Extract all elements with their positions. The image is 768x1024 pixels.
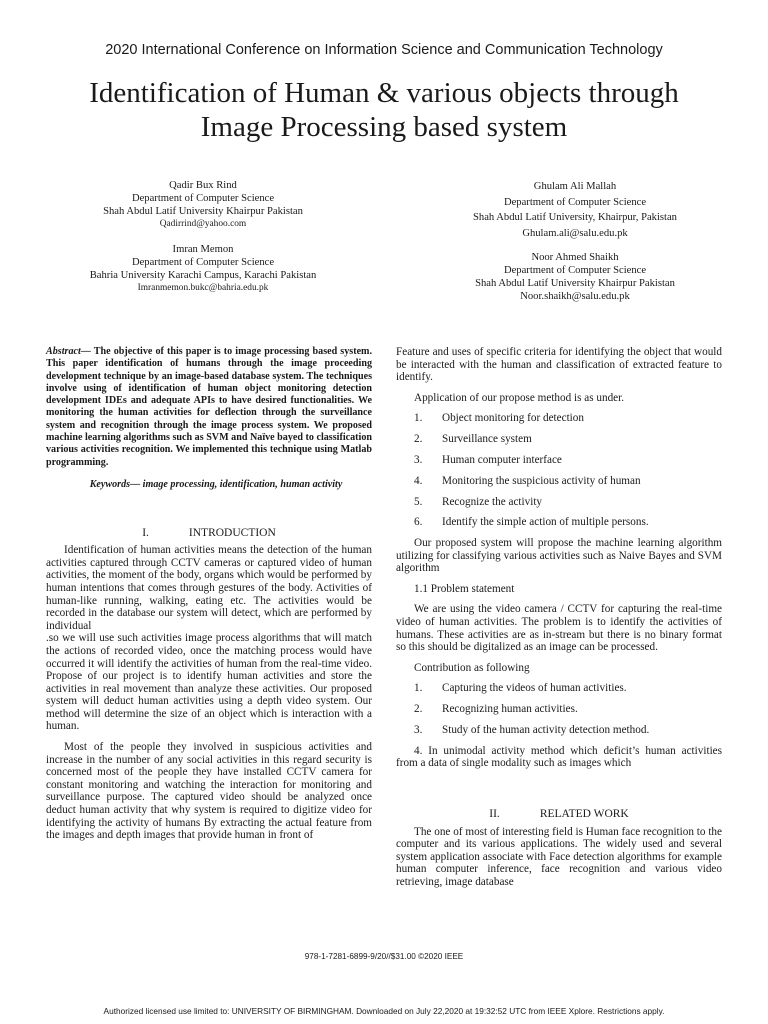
list-text: Identify the simple action of multiple persons. xyxy=(442,516,649,529)
section-number: I. xyxy=(142,526,149,539)
isbn-footer: 978-1-7281-6899-9/20//$31.00 ©2020 IEEE xyxy=(304,952,464,961)
list-item xyxy=(396,516,722,529)
right-paragraph-6: 4. In unimodal activity method which deficit’s human activities from a data of single modality such as images which xyxy=(396,744,722,770)
list-text: Monitoring the suspicious activity of human xyxy=(442,474,641,487)
author-block-2 xyxy=(40,243,366,295)
right-column xyxy=(396,346,722,889)
list-item xyxy=(396,475,722,488)
list-text: Human computer interface xyxy=(442,453,562,466)
keywords: Keywords— image processing, identification, human activity xyxy=(89,478,343,490)
author-dept: Department of Computer Science xyxy=(503,265,647,276)
list-number: 2. xyxy=(414,433,423,446)
list-number: 1. xyxy=(414,412,423,425)
list-text: Recognize the activity xyxy=(442,495,543,508)
list-item xyxy=(396,433,722,446)
list-item xyxy=(396,454,722,467)
paper-title-line-1: Identification of Human & various objects through xyxy=(89,77,679,109)
left-column xyxy=(46,346,372,842)
author-email[interactable]: Noor.shaikh@salu.edu.pk xyxy=(520,291,630,302)
author-block-1 xyxy=(40,179,366,231)
author-affiliation: Shah Abdul Latif University Khairpur Pakistan xyxy=(103,206,303,217)
author-name: Imran Memon xyxy=(172,244,234,255)
section-number: II. xyxy=(489,807,500,820)
right-paragraph-1: Feature and uses of specific criteria for identifying the object that would be interacted with the human and classification of extracted feature to identify. xyxy=(396,346,722,384)
license-footer: Authorized licensed use limited to: UNIVERSITY OF BIRMINGHAM. Downloaded on July 22,2020 at 19:32:52 UTC from IEEE Xplore. Restrictions apply. xyxy=(103,1006,665,1016)
author-dept: Department of Computer Science xyxy=(503,196,647,208)
author-email[interactable]: Qadirrind@yahoo.com xyxy=(159,219,247,229)
list-item xyxy=(396,496,722,509)
list-number: 5. xyxy=(414,495,423,508)
contribution-list xyxy=(396,682,722,736)
section-title: RELATED WORK xyxy=(539,807,629,820)
author-dept: Department of Computer Science xyxy=(131,193,275,204)
intro-paragraph-1: Identification of human activities means the detection of the human activities captured through CCTV cameras or captured video of human activities, the moment of the body, organs which would be performed by human intentions that comes through gestures of the body. Activities of human-like running, walking, eating etc. The activities would be recorded in the database our system will detect, which are performed by individual xyxy=(46,544,372,632)
paper-title-line-2: Image Processing based system xyxy=(200,111,568,143)
right-paragraph-2: Application of our propose method is as under. xyxy=(414,391,625,404)
author-affiliation: Shah Abdul Latif University Khairpur Pakistan xyxy=(475,278,675,289)
author-block-4 xyxy=(412,251,738,303)
author-dept: Department of Computer Science xyxy=(131,257,275,268)
paper-title xyxy=(30,76,738,144)
list-item xyxy=(396,703,722,716)
right-paragraph-5: Contribution as following xyxy=(414,661,530,674)
list-text: Study of the human activity detection method. xyxy=(442,723,650,736)
list-number: 1. xyxy=(414,682,423,695)
intro-paragraph-2: .so we will use such activities image process algorithms that will match the actions of recorded video, once the matching process would have occurred it will identify the activities of human from the real-time video. Propose of our project is to identify human activities and store the activities in real movement than analyze these activities. Our proposed system will deduct human activities using a depth video system. Our method will determine the size of an object which is interaction with a human. xyxy=(46,632,372,733)
author-affiliation: Bahria University Karachi Campus, Karachi Pakistan xyxy=(89,270,317,281)
author-name: Ghulam Ali Mallah xyxy=(533,181,617,192)
section-heading-related-work xyxy=(396,808,722,821)
author-name: Qadir Bux Rind xyxy=(169,180,237,191)
list-number: 6. xyxy=(414,516,423,529)
list-item xyxy=(396,412,722,425)
conference-name: 2020 International Conference on Information Science and Communication Technology xyxy=(105,42,663,58)
abstract-text: The objective of this paper is to image processing based system. This paper identification of humans through the image proceeding development technique by an image-based database system. The techniques involve using of identification of human object monitoring detection development IDEs and adequate APIs to have desired functionalities. We monitoring the human activities for deflection through the surveillance system and recognition through the image process system. We proposed machine learning algorithms such as SVM and Naïve bayed to classification various activities recognition. We implemented this technique using Matlab programming. xyxy=(46,346,372,468)
list-item xyxy=(396,724,722,737)
author-email[interactable]: Imranmemon.bukc@bahria.edu.pk xyxy=(137,283,269,293)
abstract xyxy=(46,346,372,469)
intro-paragraph-3: Most of the people they involved in suspicious activities and increase in the number of any social activities in this regard security is concerned most of the people they have installed CCTV camera for constant monitoring and watching the interaction for monitoring and surveillance purpose. The captured video should be analyzed once deduct human activity that why system is required to digitize video for identifying the activity of humans By extracting the actual feature from the images and depth images that provide human in front of xyxy=(46,741,372,842)
list-number: 4. xyxy=(414,474,423,487)
right-paragraph-3: Our proposed system will propose the machine learning algorithm utilizing for classifying various activities such as Naive Bayes and SVM algorithm xyxy=(396,537,722,575)
list-number: 3. xyxy=(414,453,423,466)
right-paragraph-4: We are using the video camera / CCTV for capturing the real-time video of human activities. The problem is to identify the activities of humans. These activities are as in-stream but there is no binary format so this should be digitalized as an image can be processed. xyxy=(396,603,722,654)
section-title: INTRODUCTION xyxy=(188,526,276,539)
subsection-heading-problem-statement: 1.1 Problem statement xyxy=(414,582,515,595)
abstract-lead: Abstract— xyxy=(46,346,91,357)
section-heading-introduction xyxy=(46,527,372,540)
list-item xyxy=(396,682,722,695)
author-name: Noor Ahmed Shaikh xyxy=(531,252,619,263)
list-text: Surveillance system xyxy=(442,433,532,446)
author-affiliation: Shah Abdul Latif University, Khairpur, Pakistan xyxy=(473,212,677,223)
list-text: Recognizing human activities. xyxy=(442,703,578,716)
list-number: 2. xyxy=(414,703,423,716)
list-text: Capturing the videos of human activities. xyxy=(442,682,627,695)
author-block-3 xyxy=(412,179,738,241)
application-list xyxy=(396,412,722,529)
list-number: 3. xyxy=(414,723,423,736)
list-text: Object monitoring for detection xyxy=(442,412,584,425)
author-email[interactable]: Ghulam.ali@salu.edu.pk xyxy=(522,227,628,239)
related-paragraph-1: The one of most of interesting field is Human face recognition to the computer and its various applications. The widely used and several system application associate with Face detection algorithms for example human computer inference, face recognition and various video retrieving, image database xyxy=(396,825,722,888)
